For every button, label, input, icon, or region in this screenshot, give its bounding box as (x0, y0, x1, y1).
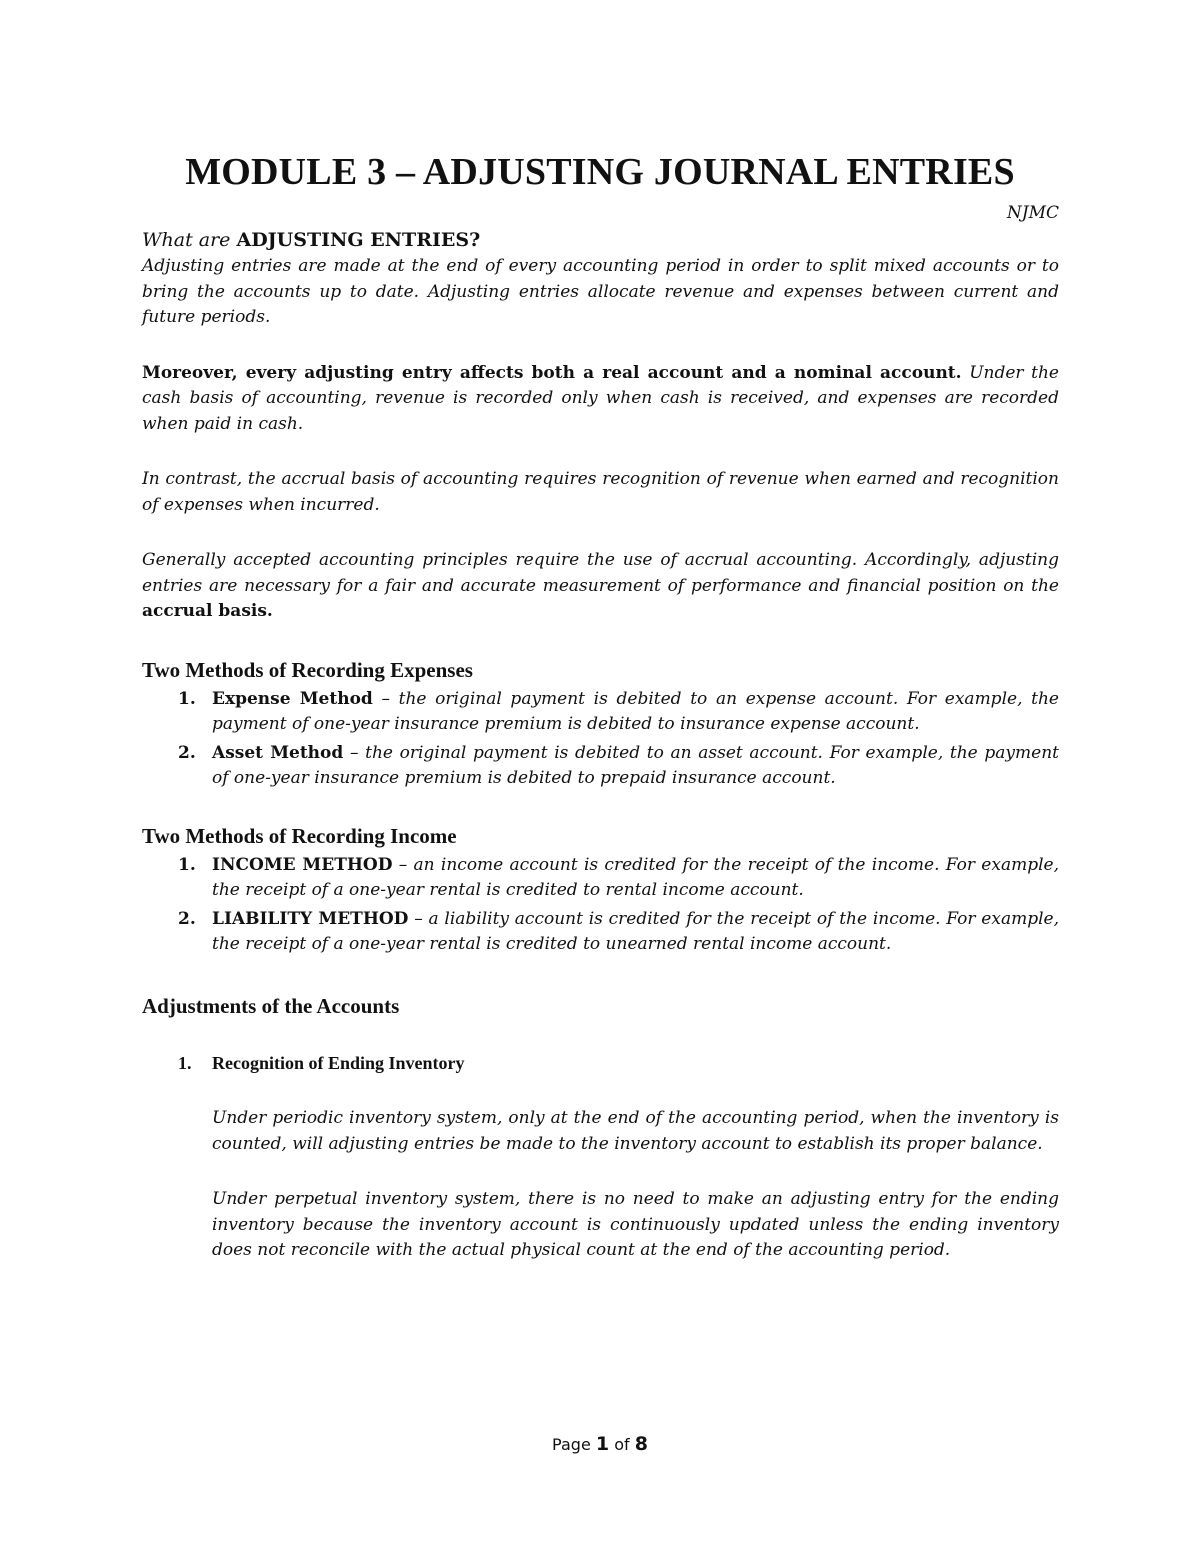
spacer (142, 518, 1059, 548)
list-item-desc: – the original payment is debited to an expense account. For example, the payment of one-year insurance premium is debited to insurance expense account. (212, 688, 1059, 734)
footer-of-label: of (609, 1435, 635, 1454)
list-item-desc: – an income account is credited for the receipt of the income. For example, the receipt of a one-year rental is credited to rental income account. (212, 854, 1059, 900)
expenses-list (142, 687, 1059, 792)
footer-page-number: 1 (595, 1433, 610, 1455)
periodic-paragraph: Under periodic inventory system, only at the end of the accounting period, when the inventory is counted, will adjusting entries be made to the inventory account to establish its proper balance. (212, 1108, 1059, 1154)
income-heading: Two Methods of Recording Income (142, 823, 457, 848)
spacer (142, 437, 1059, 467)
contrast-paragraph: In contrast, the accrual basis of accounting requires recognition of revenue when earned and recognition of expenses when incurred. (142, 469, 1059, 515)
spacer (142, 961, 1059, 991)
spacer (142, 1076, 1059, 1106)
spacer (142, 331, 1059, 361)
gaap-paragraph (142, 548, 1059, 625)
moreover-bold-text: Moreover, every adjusting entry affects both a real account and a nominal account. (142, 362, 962, 383)
list-item (142, 687, 1059, 738)
list-item-desc: – a liability account is credited for the receipt of the income. For example, the receipt of a one-year rental is credited to unearned rental income account. (212, 908, 1059, 954)
moreover-paragraph (142, 361, 1059, 438)
list-item-title: Asset Method (212, 742, 344, 763)
list-item-title: INCOME METHOD (212, 854, 393, 875)
list-item-number: 1. (178, 688, 196, 709)
list-item (142, 853, 1059, 904)
spacer (142, 1157, 1059, 1187)
gaap-bold-text: accrual basis. (142, 601, 273, 621)
spacer (142, 625, 1059, 655)
spacer (142, 1021, 1059, 1051)
adjustments-heading: Adjustments of the Accounts (142, 993, 400, 1018)
list-item-number: 1. (178, 854, 196, 875)
document-body (142, 226, 1059, 1264)
list-item (142, 741, 1059, 792)
author-initials: NJMC (1006, 203, 1059, 223)
list-item-number: 2. (178, 908, 196, 929)
list-item-desc: – the original payment is debited to an asset account. For example, the payment of one-year insurance premium is debited to prepaid insurance account. (212, 742, 1059, 788)
gaap-italic-text: Generally accepted accounting principles require the use of accrual accounting. Accordingly, adjusting entries are necessary for a fair and accurate measurement of performance and financial position on the (142, 550, 1059, 596)
income-list (142, 853, 1059, 958)
spacer (142, 795, 1059, 821)
list-item (142, 907, 1059, 958)
subheading-number: 1. (178, 1052, 192, 1073)
list-item-title: Expense Method (212, 688, 373, 709)
subheading-text: Recognition of Ending Inventory (212, 1052, 465, 1073)
list-item-number: 2. (178, 742, 196, 763)
perpetual-paragraph: Under perpetual inventory system, there is no need to make an adjusting entry for the ending inventory because the inventory account is continuously updated unless the ending inventory does not reconcile with the actual physical count at the end of the accounting period. (212, 1189, 1059, 1260)
intro-paragraph: Adjusting entries are made at the end of every accounting period in order to split mixed accounts or to bring the accounts up to date. Adjusting entries allocate revenue and expenses between current and future periods. (142, 256, 1059, 327)
question-heading (142, 226, 1059, 254)
page-title: MODULE 3 – ADJUSTING JOURNAL ENTRIES (185, 151, 1015, 193)
question-prefix: What are (142, 229, 237, 251)
list-item-title: LIABILITY METHOD (212, 908, 409, 929)
page-footer (0, 1433, 1200, 1455)
footer-page-total: 8 (634, 1433, 648, 1455)
expenses-heading: Two Methods of Recording Expenses (142, 657, 473, 682)
moreover-italic-text: Under the cash basis of accounting, revenue is recorded only when cash is received, and expenses are recorded when paid in cash. (142, 362, 1059, 434)
inventory-subheading (142, 1051, 1059, 1077)
question-term: ADJUSTING ENTRIES? (236, 229, 481, 251)
footer-page-label: Page (552, 1435, 596, 1454)
